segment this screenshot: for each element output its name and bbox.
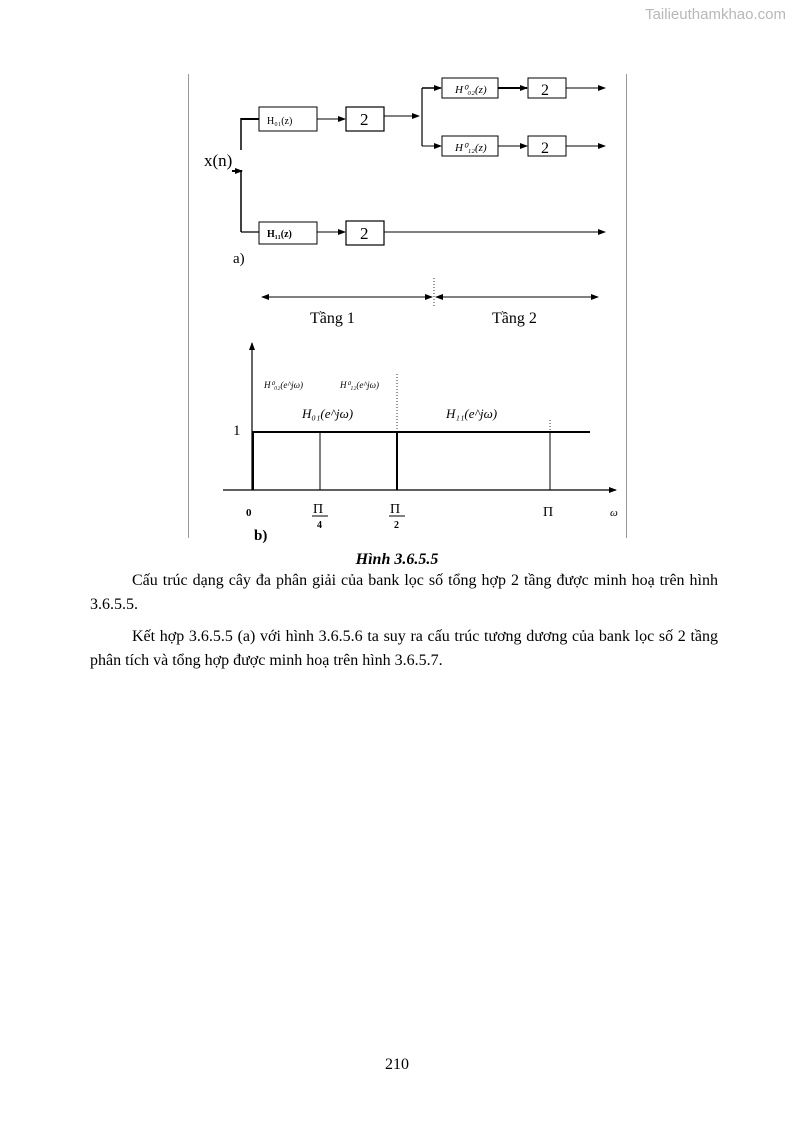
x-tick-pi4-num: Π [313, 502, 324, 517]
x-tick-pi2-den: 2 [394, 520, 399, 531]
down-label: 2 [360, 110, 369, 129]
curve-label-h12: H⁰₁₂(e^jω) [340, 380, 380, 390]
curve-label-h01: H₀₁(e^jω) [302, 406, 354, 421]
x-tick-pi2-num: Π [390, 502, 401, 517]
down-label: 2 [541, 82, 549, 99]
stage-1-label: Tầng 1 [310, 310, 355, 327]
input-label: x(n) [204, 151, 233, 170]
x-tick-pi4-den: 4 [317, 520, 322, 531]
paragraph-2-text: Kết hợp 3.6.5.5 (a) với hình 3.6.5.6 ta suy ra cấu trúc tương dương của bank lọc số 2 tầng phân tích và tổng hợp được minh hoạ trên hình 3.6.5.7. [90, 628, 718, 669]
paragraph-1-text: Cấu trúc dạng cây đa phân giải của bank lọc số tổng hợp 2 tầng được minh hoạ trên hình 3.6.5.5. [90, 572, 718, 613]
down-label: 2 [541, 140, 549, 157]
stage-2-label: Tầng 2 [492, 310, 537, 327]
x-tick-pi: Π [543, 505, 554, 520]
curve-label-h02: H⁰₀₂(e^jω) [264, 380, 304, 390]
paragraph-1 [90, 569, 718, 617]
tree-diagram [204, 78, 605, 245]
curve-label-h11: H₁₁(e^jω) [446, 406, 498, 421]
h12-label: H⁰₁₂(z) [455, 142, 487, 154]
h02-label: H⁰₀₂(z) [455, 84, 487, 96]
part-b-label: b) [254, 528, 268, 544]
paragraph-2 [90, 625, 718, 673]
stage-indicator [262, 278, 598, 307]
h11-label: H₁₁(z) [267, 229, 292, 240]
part-a-label: a) [233, 251, 245, 267]
down-label: 2 [360, 224, 369, 243]
figure-caption: Hình 3.6.5.5 [355, 551, 439, 568]
y-tick-1: 1 [233, 423, 241, 439]
h01-label: H₀₁(z) [267, 116, 293, 127]
watermark: Tailieuthamkhao.com [645, 6, 786, 23]
x-axis-label: ω [610, 507, 618, 519]
x-tick-0: 0 [246, 507, 252, 519]
frequency-response-plot [223, 343, 616, 490]
figure-3-6-5-5 [0, 0, 794, 545]
page-number: 210 [385, 1056, 409, 1073]
